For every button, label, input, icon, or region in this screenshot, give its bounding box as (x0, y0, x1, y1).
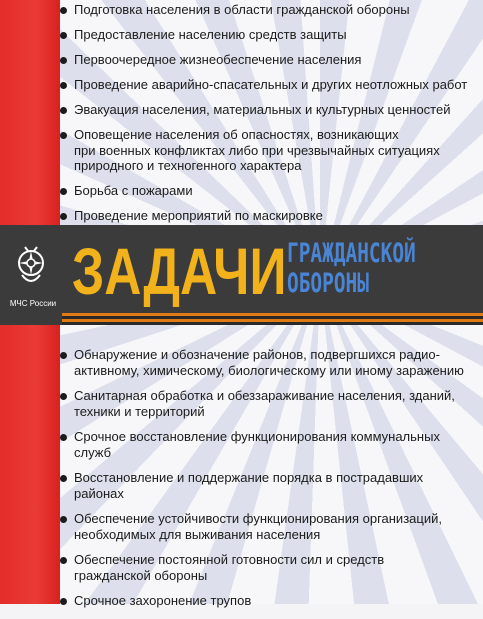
task-item: Обеспечение устойчивости функционирования организаций, необходимых для выживания населения (60, 511, 480, 542)
task-item: Борьба с пожарами (60, 183, 480, 199)
task-item: Эвакуация населения, материальных и культурных ценностей (60, 102, 480, 118)
title-banner (0, 225, 483, 325)
banner-title: ЗАДАЧИ (72, 234, 287, 308)
top-task-list (60, 2, 480, 233)
bottom-task-list (60, 347, 480, 619)
task-item: Оповещение населения об опасностях, возникающих при военных конфликтах либо при чрезвычайных ситуациях природного и техногенного характера (60, 127, 480, 174)
task-item: Санитарная обработка и обеззараживание населения, зданий, техники и территорий (60, 388, 480, 419)
task-item: Проведение аварийно-спасательных и других неотложных работ (60, 77, 480, 93)
task-item: Проведение мероприятий по маскировке (60, 208, 480, 224)
task-item: Обнаружение и обозначение районов, подвергшихся радио- активному, химическому, биологическому или иному заражению (60, 347, 480, 378)
banner-subtitle-line1: ГРАЖДАНСКОЙ (287, 238, 416, 269)
task-item: Срочное захоронение трупов (60, 593, 480, 609)
task-item: Предоставление населению средств защиты (60, 27, 480, 43)
task-item: Восстановление и поддержание порядка в пострадавших районах (60, 470, 480, 501)
task-item: Срочное восстановление функционирования коммунальных служб (60, 429, 480, 460)
mchs-emblem-icon (14, 243, 48, 291)
emblem-block (0, 225, 62, 325)
ribbon-stripe (60, 322, 483, 325)
banner-subtitle-line2: ОБОРОНЫ (287, 268, 369, 299)
task-item: Первоочередное жизнеобеспечение населения (60, 52, 480, 68)
task-item: Обеспечение постоянной готовности сил и средств гражданской обороны (60, 552, 480, 583)
task-item: Подготовка населения в области гражданской обороны (60, 2, 480, 18)
org-label: МЧС России (9, 299, 57, 308)
